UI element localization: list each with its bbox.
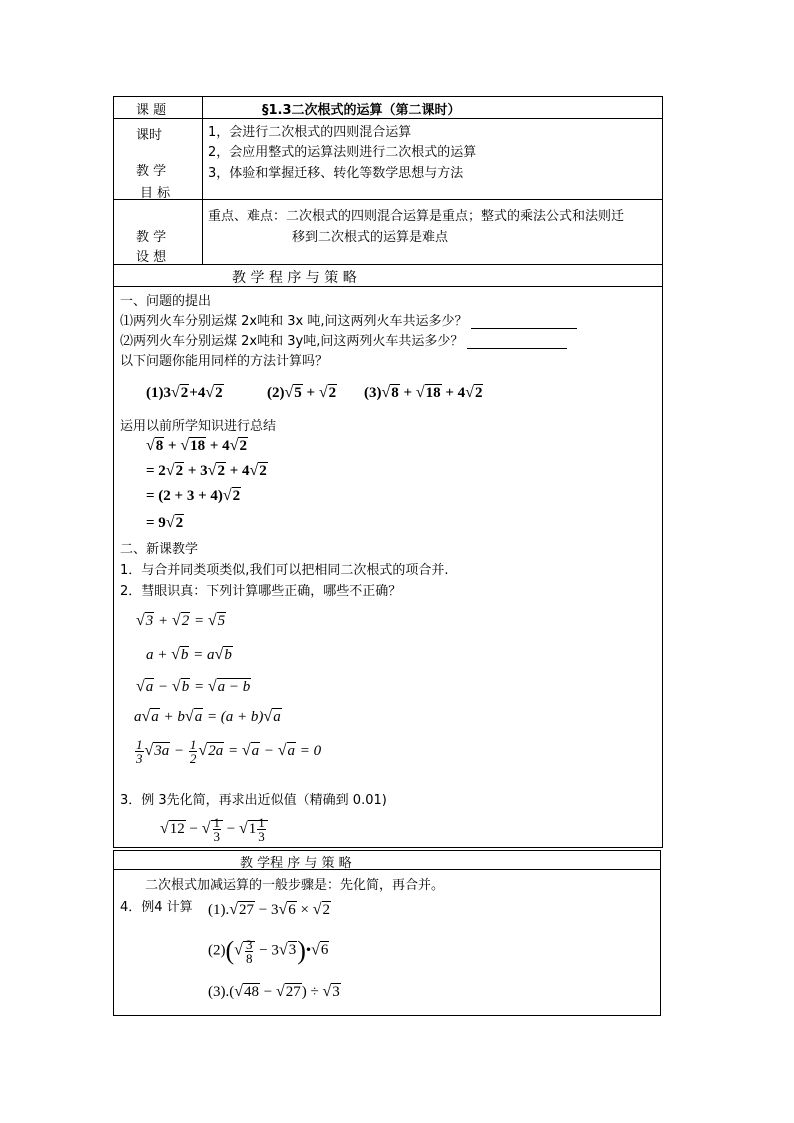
problem-1: (1)3√2+4√2: [146, 384, 223, 401]
answer-blank-1: [471, 316, 577, 329]
check-eq-1: √3 + √2 = √5: [136, 612, 226, 629]
objectives-label-1: 课时: [136, 128, 163, 143]
solution-line-2: = 2√2 + 3√2 + 4√2: [146, 462, 267, 479]
item-4: 4．例4 计算: [120, 900, 193, 915]
example-4-3: (3).(√48 − √27) ÷ √3: [208, 983, 340, 1000]
item-3: 3．例 3先化简，再求出近似值（精确到 0.01): [120, 793, 387, 808]
example-4-2: (2)(√ $\frac{3}{8}$ − 3√3)•√6: [208, 936, 329, 966]
design-line-2: 移到二次根式的运算是难点: [292, 230, 449, 245]
objectives-label-3: 目 标: [140, 186, 171, 201]
check-eq-4: a√a + b√a = (a + b)√a: [134, 708, 281, 725]
solution-line-3: = (2 + 3 + 4)√2: [146, 487, 241, 504]
example-3-expression: √12 − √ $\frac{1}{3}$ − √1 $\frac{1}{3}$: [160, 816, 268, 843]
objective-2: 2，会应用整式的运算法则进行二次根式的运算: [208, 145, 477, 160]
objectives-label-2: 教 学: [136, 164, 167, 179]
design-label-1: 教 学: [136, 230, 167, 245]
example-4-1: (1).√27 − 3√6 × √2: [208, 901, 331, 918]
solution-line-4: = 9√2: [146, 514, 184, 531]
steps-text: 二次根式加减运算的一般步骤是：先化简，再合并。: [145, 878, 445, 893]
item-2: 2．彗眼识真：下列计算哪些正确，哪些不正确？: [120, 584, 402, 599]
question-1: ⑴两列火车分别运煤 2x吨和 3x 吨,问这两列火车共运多少？: [120, 310, 577, 329]
objective-1: 1，会进行二次根式的四则混合运算: [208, 125, 412, 140]
problem-2: (2)√5 + √2: [267, 384, 337, 401]
solution-line-1: √8 + √18 + 4√2: [146, 437, 247, 454]
check-eq-3: √a − √b = √a − b: [136, 678, 251, 695]
ask-text: 以下问题你能用同样的方法计算吗？: [120, 354, 329, 369]
item-1: 1．与合并同类项类似,我们可以把相同二次根式的项合并.: [120, 563, 449, 578]
check-eq-5: $\frac{1}{3}$ √3a − $\frac{1}{2}$ √2a = √a − √a = 0: [136, 737, 322, 766]
check-eq-2: a + √b = a√b: [146, 646, 232, 663]
lesson-title: §1.3二次根式的运算（第二课时）: [262, 103, 461, 118]
design-line-1: 重点、难点：二次根式的四则混合运算是重点；整式的乘法公式和法则迁: [208, 209, 625, 224]
page2-header: 教 学程 序 与 策 略: [240, 856, 352, 871]
answer-blank-2: [467, 336, 567, 349]
problem-3: (3)√8 + √18 + 4√2: [364, 384, 483, 401]
question-2: ⑵两列火车分别运煤 2x吨和 3y吨,问这两列火车共运多少？: [120, 330, 567, 349]
topic-label: 课 题: [136, 103, 167, 118]
procedure-header: 教 学 程 序 与 策 略: [232, 270, 357, 286]
section1-heading: 一、问题的提出: [120, 294, 212, 309]
objective-3: 3，体验和掌握迁移、转化等数学思想与方法: [208, 166, 464, 181]
summary-text: 运用以前所学知识进行总结: [120, 419, 277, 434]
section2-heading: 二、新课教学: [120, 542, 199, 557]
design-label-2: 设 想: [136, 250, 167, 265]
